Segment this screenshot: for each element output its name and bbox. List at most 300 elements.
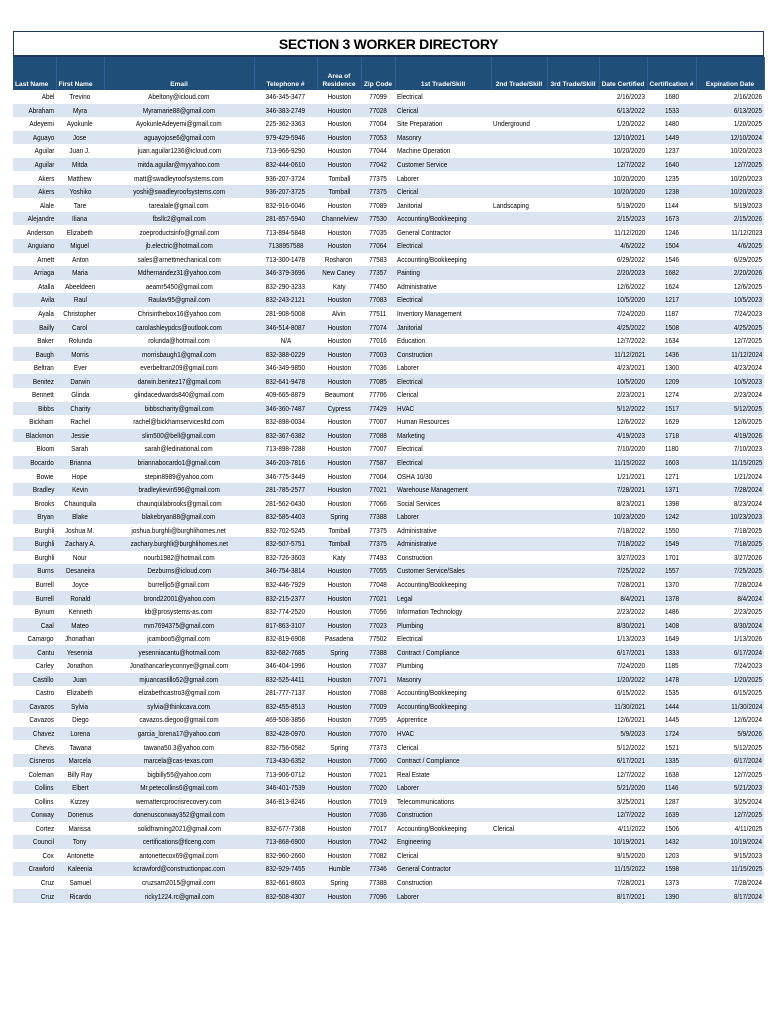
- zip-cell[interactable]: [361, 889, 395, 903]
- expiration-date-cell[interactable]: [696, 727, 764, 741]
- trade3-cell[interactable]: [547, 442, 599, 456]
- residence-cell[interactable]: [317, 131, 361, 145]
- date-certified-cell[interactable]: [599, 862, 647, 876]
- email-cell[interactable]: [104, 415, 254, 429]
- table-row[interactable]: [13, 889, 764, 903]
- trade3-cell[interactable]: [547, 510, 599, 524]
- date-certified-cell[interactable]: [599, 510, 647, 524]
- table-row[interactable]: [13, 862, 764, 876]
- telephone-cell[interactable]: [254, 537, 317, 551]
- zip-cell[interactable]: [361, 727, 395, 741]
- telephone-cell[interactable]: [254, 239, 317, 253]
- zip-cell[interactable]: [361, 90, 395, 104]
- telephone-cell[interactable]: [254, 645, 317, 659]
- table-row[interactable]: [13, 835, 764, 849]
- telephone-cell[interactable]: [254, 781, 317, 795]
- certification-number-cell[interactable]: [647, 402, 696, 416]
- zip-cell[interactable]: [361, 496, 395, 510]
- last-name-cell[interactable]: [13, 171, 56, 185]
- date-certified-cell[interactable]: [599, 171, 647, 185]
- last-name-cell[interactable]: [13, 347, 56, 361]
- telephone-cell[interactable]: [254, 334, 317, 348]
- date-certified-cell[interactable]: [599, 537, 647, 551]
- table-row[interactable]: [13, 754, 764, 768]
- email-cell[interactable]: [104, 144, 254, 158]
- email-cell[interactable]: [104, 334, 254, 348]
- trade3-cell[interactable]: [547, 686, 599, 700]
- trade3-cell[interactable]: [547, 158, 599, 172]
- telephone-cell[interactable]: [254, 171, 317, 185]
- date-certified-cell[interactable]: [599, 266, 647, 280]
- last-name-cell[interactable]: [13, 564, 56, 578]
- expiration-date-cell[interactable]: [696, 564, 764, 578]
- trade3-cell[interactable]: [547, 808, 599, 822]
- email-cell[interactable]: [104, 198, 254, 212]
- table-row[interactable]: [13, 293, 764, 307]
- first-name-cell[interactable]: [56, 551, 104, 565]
- date-certified-cell[interactable]: [599, 253, 647, 267]
- table-row[interactable]: [13, 537, 764, 551]
- expiration-date-cell[interactable]: [696, 266, 764, 280]
- email-cell[interactable]: [104, 537, 254, 551]
- expiration-date-cell[interactable]: [696, 537, 764, 551]
- first-name-cell[interactable]: [56, 605, 104, 619]
- trade1-cell[interactable]: [395, 483, 491, 497]
- trade1-cell[interactable]: [395, 835, 491, 849]
- expiration-date-cell[interactable]: [696, 808, 764, 822]
- expiration-date-cell[interactable]: [696, 185, 764, 199]
- expiration-date-cell[interactable]: [696, 442, 764, 456]
- trade3-cell[interactable]: [547, 483, 599, 497]
- last-name-cell[interactable]: [13, 144, 56, 158]
- first-name-cell[interactable]: [56, 578, 104, 592]
- table-row[interactable]: [13, 347, 764, 361]
- expiration-date-cell[interactable]: [696, 456, 764, 470]
- trade1-cell[interactable]: [395, 727, 491, 741]
- certification-number-cell[interactable]: [647, 171, 696, 185]
- table-row[interactable]: [13, 794, 764, 808]
- residence-cell[interactable]: [317, 158, 361, 172]
- telephone-cell[interactable]: [254, 293, 317, 307]
- trade2-cell[interactable]: [491, 673, 547, 687]
- trade1-cell[interactable]: [395, 700, 491, 714]
- last-name-cell[interactable]: [13, 632, 56, 646]
- trade3-cell[interactable]: [547, 293, 599, 307]
- date-certified-cell[interactable]: [599, 347, 647, 361]
- table-row[interactable]: [13, 510, 764, 524]
- email-cell[interactable]: [104, 727, 254, 741]
- date-certified-cell[interactable]: [599, 483, 647, 497]
- residence-cell[interactable]: [317, 876, 361, 890]
- zip-cell[interactable]: [361, 808, 395, 822]
- date-certified-cell[interactable]: [599, 442, 647, 456]
- telephone-cell[interactable]: [254, 524, 317, 538]
- certification-number-cell[interactable]: [647, 618, 696, 632]
- date-certified-cell[interactable]: [599, 700, 647, 714]
- zip-cell[interactable]: [361, 225, 395, 239]
- trade3-cell[interactable]: [547, 578, 599, 592]
- expiration-date-cell[interactable]: [696, 673, 764, 687]
- expiration-date-cell[interactable]: [696, 388, 764, 402]
- certification-number-cell[interactable]: [647, 253, 696, 267]
- date-certified-cell[interactable]: [599, 524, 647, 538]
- date-certified-cell[interactable]: [599, 388, 647, 402]
- residence-cell[interactable]: [317, 632, 361, 646]
- first-name-cell[interactable]: [56, 849, 104, 863]
- trade3-cell[interactable]: [547, 496, 599, 510]
- trade2-cell[interactable]: [491, 632, 547, 646]
- trade1-cell[interactable]: [395, 794, 491, 808]
- first-name-cell[interactable]: [56, 347, 104, 361]
- trade1-cell[interactable]: [395, 158, 491, 172]
- certification-number-cell[interactable]: [647, 822, 696, 836]
- trade3-cell[interactable]: [547, 347, 599, 361]
- email-cell[interactable]: [104, 158, 254, 172]
- trade2-cell[interactable]: [491, 835, 547, 849]
- residence-cell[interactable]: [317, 293, 361, 307]
- first-name-cell[interactable]: [56, 131, 104, 145]
- trade3-cell[interactable]: [547, 862, 599, 876]
- email-cell[interactable]: [104, 293, 254, 307]
- table-row[interactable]: [13, 713, 764, 727]
- last-name-cell[interactable]: [13, 808, 56, 822]
- trade1-cell[interactable]: [395, 239, 491, 253]
- certification-number-cell[interactable]: [647, 225, 696, 239]
- email-cell[interactable]: [104, 835, 254, 849]
- trade3-cell[interactable]: [547, 469, 599, 483]
- email-cell[interactable]: [104, 266, 254, 280]
- telephone-cell[interactable]: [254, 429, 317, 443]
- trade1-cell[interactable]: [395, 266, 491, 280]
- trade3-cell[interactable]: [547, 90, 599, 104]
- residence-cell[interactable]: [317, 144, 361, 158]
- last-name-cell[interactable]: [13, 794, 56, 808]
- telephone-cell[interactable]: [254, 90, 317, 104]
- expiration-date-cell[interactable]: [696, 551, 764, 565]
- trade3-cell[interactable]: [547, 849, 599, 863]
- last-name-cell[interactable]: [13, 131, 56, 145]
- first-name-cell[interactable]: [56, 361, 104, 375]
- date-certified-cell[interactable]: [599, 713, 647, 727]
- email-cell[interactable]: [104, 686, 254, 700]
- first-name-cell[interactable]: [56, 117, 104, 131]
- trade1-cell[interactable]: [395, 415, 491, 429]
- residence-cell[interactable]: [317, 402, 361, 416]
- table-row[interactable]: [13, 876, 764, 890]
- residence-cell[interactable]: [317, 469, 361, 483]
- table-row[interactable]: [13, 402, 764, 416]
- trade1-cell[interactable]: [395, 781, 491, 795]
- trade2-cell[interactable]: [491, 293, 547, 307]
- zip-cell[interactable]: [361, 862, 395, 876]
- residence-cell[interactable]: [317, 578, 361, 592]
- certification-number-cell[interactable]: [647, 307, 696, 321]
- residence-cell[interactable]: [317, 239, 361, 253]
- telephone-cell[interactable]: [254, 347, 317, 361]
- last-name-cell[interactable]: [13, 700, 56, 714]
- trade3-cell[interactable]: [547, 551, 599, 565]
- first-name-cell[interactable]: [56, 876, 104, 890]
- email-cell[interactable]: [104, 524, 254, 538]
- date-certified-cell[interactable]: [599, 564, 647, 578]
- last-name-cell[interactable]: [13, 212, 56, 226]
- last-name-cell[interactable]: [13, 442, 56, 456]
- telephone-cell[interactable]: [254, 131, 317, 145]
- expiration-date-cell[interactable]: [696, 293, 764, 307]
- residence-cell[interactable]: [317, 104, 361, 118]
- trade1-cell[interactable]: [395, 822, 491, 836]
- date-certified-cell[interactable]: [599, 808, 647, 822]
- trade3-cell[interactable]: [547, 645, 599, 659]
- expiration-date-cell[interactable]: [696, 212, 764, 226]
- telephone-cell[interactable]: [254, 442, 317, 456]
- residence-cell[interactable]: [317, 713, 361, 727]
- zip-cell[interactable]: [361, 537, 395, 551]
- residence-cell[interactable]: [317, 686, 361, 700]
- table-row[interactable]: [13, 496, 764, 510]
- residence-cell[interactable]: [317, 781, 361, 795]
- certification-number-cell[interactable]: [647, 212, 696, 226]
- table-row[interactable]: [13, 632, 764, 646]
- trade2-cell[interactable]: [491, 442, 547, 456]
- last-name-cell[interactable]: [13, 374, 56, 388]
- table-row[interactable]: [13, 374, 764, 388]
- zip-cell[interactable]: [361, 117, 395, 131]
- trade2-cell[interactable]: [491, 889, 547, 903]
- certification-number-cell[interactable]: [647, 347, 696, 361]
- trade2-cell[interactable]: [491, 781, 547, 795]
- trade3-cell[interactable]: [547, 144, 599, 158]
- certification-number-cell[interactable]: [647, 740, 696, 754]
- trade2-cell[interactable]: [491, 347, 547, 361]
- certification-number-cell[interactable]: [647, 320, 696, 334]
- trade2-cell[interactable]: [491, 469, 547, 483]
- telephone-cell[interactable]: [254, 374, 317, 388]
- email-cell[interactable]: [104, 374, 254, 388]
- trade2-cell[interactable]: [491, 564, 547, 578]
- certification-number-cell[interactable]: [647, 374, 696, 388]
- expiration-date-cell[interactable]: [696, 469, 764, 483]
- trade2-cell[interactable]: [491, 361, 547, 375]
- email-cell[interactable]: [104, 700, 254, 714]
- expiration-date-cell[interactable]: [696, 740, 764, 754]
- residence-cell[interactable]: [317, 212, 361, 226]
- trade3-cell[interactable]: [547, 402, 599, 416]
- table-row[interactable]: [13, 388, 764, 402]
- expiration-date-cell[interactable]: [696, 822, 764, 836]
- email-cell[interactable]: [104, 713, 254, 727]
- trade2-cell[interactable]: [491, 754, 547, 768]
- expiration-date-cell[interactable]: [696, 171, 764, 185]
- col-header-3rd-trade[interactable]: 3rd Trade/Skill: [547, 57, 599, 90]
- email-cell[interactable]: [104, 280, 254, 294]
- first-name-cell[interactable]: [56, 808, 104, 822]
- email-cell[interactable]: [104, 632, 254, 646]
- telephone-cell[interactable]: [254, 686, 317, 700]
- telephone-cell[interactable]: [254, 402, 317, 416]
- first-name-cell[interactable]: [56, 632, 104, 646]
- first-name-cell[interactable]: [56, 754, 104, 768]
- trade1-cell[interactable]: [395, 808, 491, 822]
- trade3-cell[interactable]: [547, 659, 599, 673]
- telephone-cell[interactable]: [254, 266, 317, 280]
- certification-number-cell[interactable]: [647, 578, 696, 592]
- certification-number-cell[interactable]: [647, 198, 696, 212]
- trade1-cell[interactable]: [395, 361, 491, 375]
- zip-cell[interactable]: [361, 374, 395, 388]
- table-row[interactable]: [13, 320, 764, 334]
- expiration-date-cell[interactable]: [696, 659, 764, 673]
- trade1-cell[interactable]: [395, 605, 491, 619]
- trade1-cell[interactable]: [395, 754, 491, 768]
- date-certified-cell[interactable]: [599, 618, 647, 632]
- trade1-cell[interactable]: [395, 686, 491, 700]
- email-cell[interactable]: [104, 347, 254, 361]
- date-certified-cell[interactable]: [599, 659, 647, 673]
- zip-cell[interactable]: [361, 334, 395, 348]
- trade3-cell[interactable]: [547, 767, 599, 781]
- date-certified-cell[interactable]: [599, 225, 647, 239]
- first-name-cell[interactable]: [56, 700, 104, 714]
- expiration-date-cell[interactable]: [696, 524, 764, 538]
- trade2-cell[interactable]: [491, 767, 547, 781]
- zip-cell[interactable]: [361, 849, 395, 863]
- email-cell[interactable]: [104, 171, 254, 185]
- zip-cell[interactable]: [361, 266, 395, 280]
- col-header-area-of-residence[interactable]: Area of Residence: [317, 57, 361, 90]
- table-row[interactable]: [13, 456, 764, 470]
- trade1-cell[interactable]: [395, 537, 491, 551]
- certification-number-cell[interactable]: [647, 280, 696, 294]
- telephone-cell[interactable]: [254, 144, 317, 158]
- trade2-cell[interactable]: [491, 415, 547, 429]
- trade3-cell[interactable]: [547, 212, 599, 226]
- last-name-cell[interactable]: [13, 307, 56, 321]
- telephone-cell[interactable]: [254, 307, 317, 321]
- trade1-cell[interactable]: [395, 185, 491, 199]
- trade3-cell[interactable]: [547, 131, 599, 145]
- expiration-date-cell[interactable]: [696, 645, 764, 659]
- email-cell[interactable]: [104, 659, 254, 673]
- trade3-cell[interactable]: [547, 564, 599, 578]
- zip-cell[interactable]: [361, 347, 395, 361]
- trade2-cell[interactable]: [491, 198, 547, 212]
- date-certified-cell[interactable]: [599, 158, 647, 172]
- trade3-cell[interactable]: [547, 266, 599, 280]
- email-cell[interactable]: [104, 767, 254, 781]
- trade3-cell[interactable]: [547, 524, 599, 538]
- residence-cell[interactable]: [317, 835, 361, 849]
- first-name-cell[interactable]: [56, 212, 104, 226]
- table-row[interactable]: [13, 415, 764, 429]
- col-header-email[interactable]: Email: [104, 57, 254, 90]
- trade2-cell[interactable]: [491, 131, 547, 145]
- col-header-1st-trade[interactable]: 1st Trade/Skill: [395, 57, 491, 90]
- date-certified-cell[interactable]: [599, 104, 647, 118]
- first-name-cell[interactable]: [56, 266, 104, 280]
- expiration-date-cell[interactable]: [696, 90, 764, 104]
- email-cell[interactable]: [104, 456, 254, 470]
- telephone-cell[interactable]: [254, 158, 317, 172]
- zip-cell[interactable]: [361, 388, 395, 402]
- first-name-cell[interactable]: [56, 429, 104, 443]
- expiration-date-cell[interactable]: [696, 754, 764, 768]
- zip-cell[interactable]: [361, 510, 395, 524]
- first-name-cell[interactable]: [56, 90, 104, 104]
- table-row[interactable]: [13, 469, 764, 483]
- last-name-cell[interactable]: [13, 266, 56, 280]
- trade1-cell[interactable]: [395, 347, 491, 361]
- trade1-cell[interactable]: [395, 225, 491, 239]
- telephone-cell[interactable]: [254, 605, 317, 619]
- date-certified-cell[interactable]: [599, 402, 647, 416]
- residence-cell[interactable]: [317, 225, 361, 239]
- date-certified-cell[interactable]: [599, 429, 647, 443]
- table-row[interactable]: [13, 144, 764, 158]
- telephone-cell[interactable]: [254, 280, 317, 294]
- trade1-cell[interactable]: [395, 510, 491, 524]
- expiration-date-cell[interactable]: [696, 347, 764, 361]
- residence-cell[interactable]: [317, 90, 361, 104]
- trade2-cell[interactable]: [491, 158, 547, 172]
- trade1-cell[interactable]: [395, 456, 491, 470]
- date-certified-cell[interactable]: [599, 591, 647, 605]
- trade2-cell[interactable]: [491, 740, 547, 754]
- certification-number-cell[interactable]: [647, 727, 696, 741]
- first-name-cell[interactable]: [56, 564, 104, 578]
- email-cell[interactable]: [104, 185, 254, 199]
- certification-number-cell[interactable]: [647, 415, 696, 429]
- residence-cell[interactable]: [317, 700, 361, 714]
- telephone-cell[interactable]: [254, 185, 317, 199]
- first-name-cell[interactable]: [56, 862, 104, 876]
- table-row[interactable]: [13, 185, 764, 199]
- last-name-cell[interactable]: [13, 889, 56, 903]
- certification-number-cell[interactable]: [647, 361, 696, 375]
- date-certified-cell[interactable]: [599, 835, 647, 849]
- telephone-cell[interactable]: [254, 862, 317, 876]
- trade2-cell[interactable]: [491, 551, 547, 565]
- expiration-date-cell[interactable]: [696, 280, 764, 294]
- first-name-cell[interactable]: [56, 767, 104, 781]
- certification-number-cell[interactable]: [647, 483, 696, 497]
- email-cell[interactable]: [104, 429, 254, 443]
- trade3-cell[interactable]: [547, 429, 599, 443]
- date-certified-cell[interactable]: [599, 686, 647, 700]
- trade1-cell[interactable]: [395, 429, 491, 443]
- trade3-cell[interactable]: [547, 740, 599, 754]
- table-row[interactable]: [13, 198, 764, 212]
- zip-cell[interactable]: [361, 402, 395, 416]
- telephone-cell[interactable]: [254, 253, 317, 267]
- email-cell[interactable]: [104, 673, 254, 687]
- expiration-date-cell[interactable]: [696, 700, 764, 714]
- zip-cell[interactable]: [361, 293, 395, 307]
- zip-cell[interactable]: [361, 361, 395, 375]
- residence-cell[interactable]: [317, 605, 361, 619]
- email-cell[interactable]: [104, 849, 254, 863]
- residence-cell[interactable]: [317, 320, 361, 334]
- trade1-cell[interactable]: [395, 171, 491, 185]
- residence-cell[interactable]: [317, 754, 361, 768]
- email-cell[interactable]: [104, 794, 254, 808]
- trade3-cell[interactable]: [547, 889, 599, 903]
- last-name-cell[interactable]: [13, 117, 56, 131]
- first-name-cell[interactable]: [56, 781, 104, 795]
- telephone-cell[interactable]: [254, 740, 317, 754]
- date-certified-cell[interactable]: [599, 415, 647, 429]
- date-certified-cell[interactable]: [599, 198, 647, 212]
